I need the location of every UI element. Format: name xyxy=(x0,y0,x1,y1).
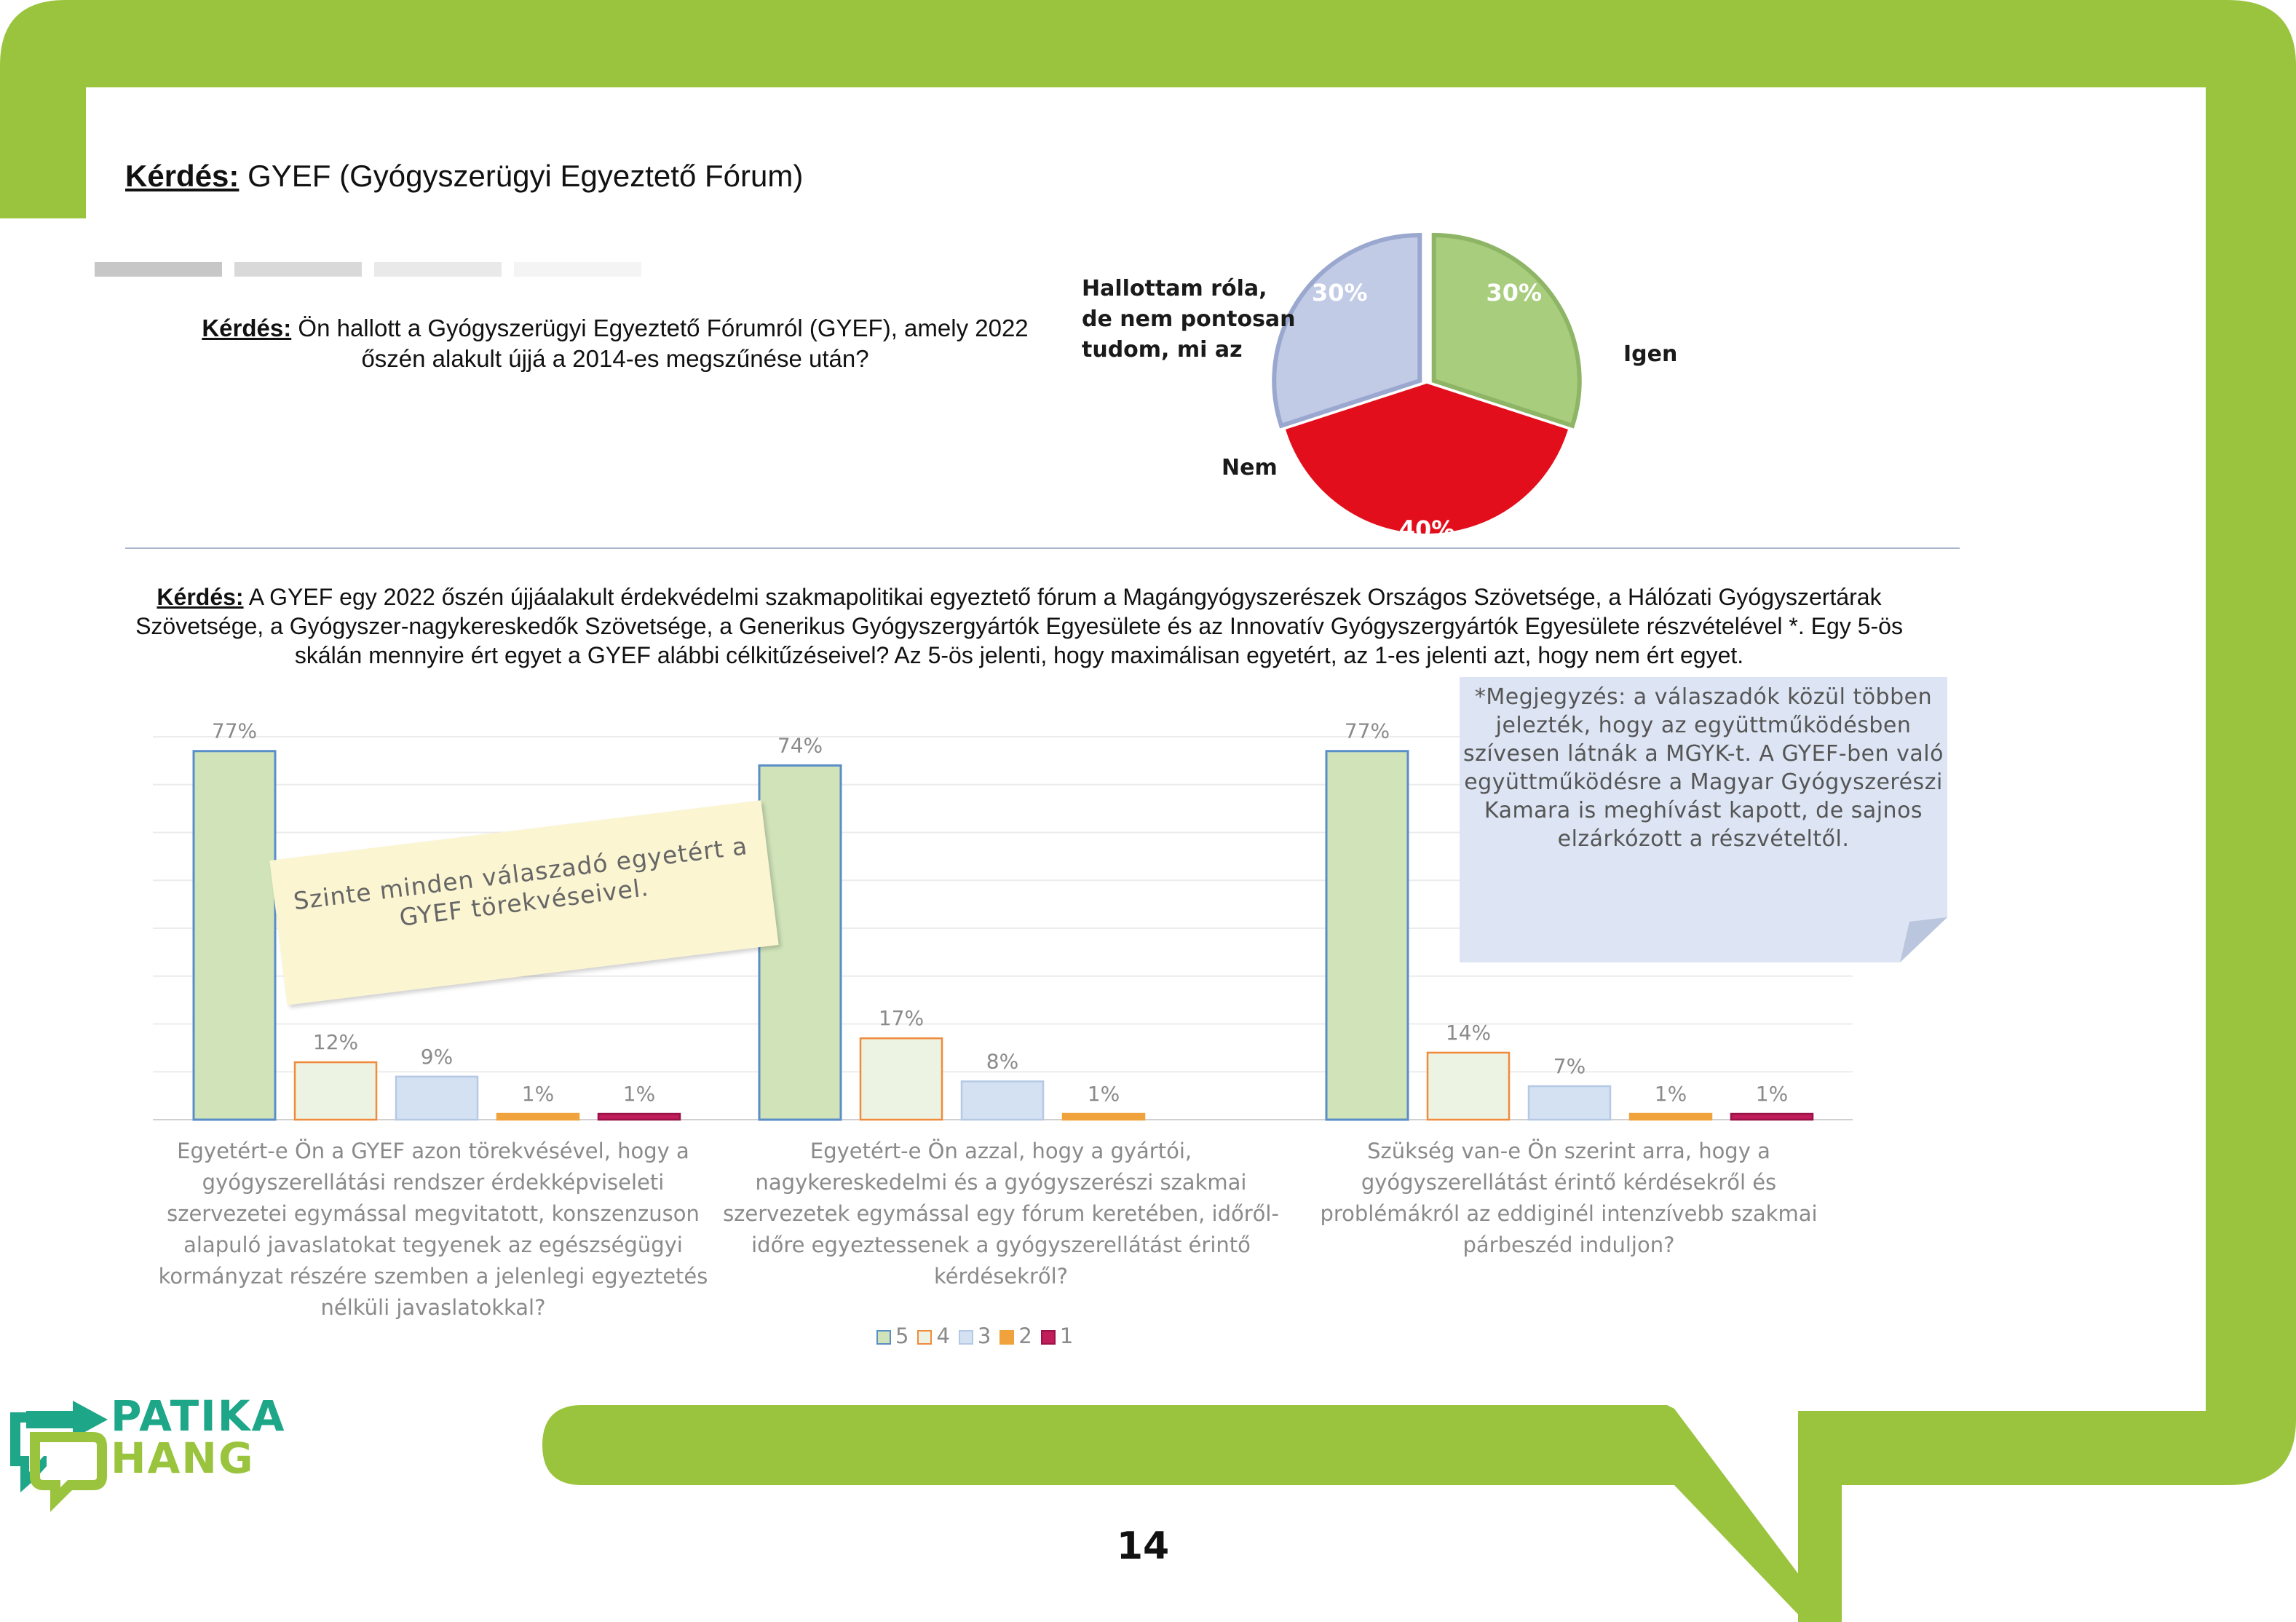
question-2-label: Kérdés: xyxy=(157,584,244,610)
pie-label-hallottam: Hallottam róla, de nem pontosan tudom, mi az xyxy=(1082,276,1296,363)
pie-slice-label-3: 30% xyxy=(1311,279,1368,307)
patikahang-logo xyxy=(111,1391,286,1483)
bar-label-2-series-5: 74% xyxy=(777,733,823,758)
question-1-label: Kérdés: xyxy=(202,314,292,341)
legend-item-1 xyxy=(1041,1324,1073,1348)
bar-label-3-series-1: 1% xyxy=(1755,1082,1789,1106)
legend-swatch-3 xyxy=(959,1330,973,1345)
patikahang-logo-icon xyxy=(0,1390,116,1514)
bar-label-1-series-4: 12% xyxy=(312,1030,359,1055)
legend-label-3: 3 xyxy=(977,1324,991,1348)
bar-2-series-3 xyxy=(962,1081,1043,1120)
legend-item-5 xyxy=(876,1324,908,1348)
bar-label-1-series-5: 77% xyxy=(211,719,258,743)
pie-slice-label-2: 40% xyxy=(1398,515,1455,543)
legend-label-2: 2 xyxy=(1018,1324,1032,1348)
x-category-label-2: Egyetért-e Ön azzal, hogy a gyártói, nagykereskedelmi és a gyógyszerészi szakmai szervezetek egymással egy fórum keretében, időről-időre egyeztessenek a gyógyszerellátást érintő kérdésekről? xyxy=(723,1139,1279,1289)
pie-label-nem: Nem xyxy=(1222,455,1278,480)
question-2-text: A GYEF egy 2022 őszén újjáalakult érdekvédelmi szakmapolitikai egyeztető fórum a Magángyógyszerészek Országos Szövetsége, a Hálózati Gyógyszertárak Szövetsége, a Gyógyszer-nagykereskedők Szövetsége, a Generikus Gyógyszergyártók Egyesülete és az Innovatív Gyógyszergyártók Egyesülete részvételével *. Egy 5-ös skálán mennyire ért egyet a GYEF alábbi célkitűzéseivel? Az 5-ös jelenti, hogy maximálisan egyetért, az 1-es jelenti azt, hogy nem ért egyet. xyxy=(135,584,1903,668)
chart-legend xyxy=(876,1324,1082,1348)
sticky-note-text: Szinte minden válaszadó egyetért a GYEF törekvéseivel. xyxy=(292,831,750,932)
bar-3-series-2 xyxy=(1630,1114,1711,1120)
bar-2-series-4 xyxy=(860,1038,942,1120)
question-1-text: Ön hallott a Gyógyszerügyi Egyeztető Fórumról (GYEF), amely 2022 őszén alakult újjá a 2014-es megszűnése után? xyxy=(291,314,1029,372)
bar-2-series-2 xyxy=(1063,1114,1144,1120)
bar-label-1-series-3: 9% xyxy=(420,1044,454,1069)
title-kerdes-label: Kérdés: xyxy=(125,159,240,193)
legend-swatch-2 xyxy=(999,1330,1014,1345)
x-category-label-3: Szükség van-e Ön szerint arra, hogy a gyógyszerellátást érintő kérdésekről és problémákról az eddiginél intenzívebb szakmai párbeszéd induljon? xyxy=(1320,1139,1818,1257)
legend-item-3 xyxy=(959,1324,991,1348)
note-text: *Megjegyzés: a válaszadók közül többen jelezték, hogy az együttműködésben szívesen látnák a MGYK-t. A GYEF-ben való együttműködésre a Magyar Gyógyszerészi Kamara is meghívást kapott, de sajnos elzárkózott a részvételtől. xyxy=(1463,684,1944,852)
bar-label-3-series-2: 1% xyxy=(1654,1082,1687,1106)
bar-1-series-2 xyxy=(497,1114,579,1120)
legend-swatch-4 xyxy=(917,1330,932,1345)
logo-inner-bubble xyxy=(35,1437,102,1500)
bar-3-series-5 xyxy=(1326,751,1408,1120)
bar-label-2-series-2: 1% xyxy=(1087,1082,1120,1106)
bar-label-1-series-2: 1% xyxy=(521,1082,555,1106)
bar-1-series-5 xyxy=(194,751,275,1120)
legend-item-4 xyxy=(917,1324,949,1348)
bar-label-3-series-4: 14% xyxy=(1445,1020,1492,1045)
bar-1-series-4 xyxy=(295,1062,376,1120)
legend-label-4: 4 xyxy=(936,1324,950,1348)
legend-swatch-1 xyxy=(1041,1330,1056,1345)
bar-label-3-series-3: 7% xyxy=(1553,1053,1586,1078)
bar-1-series-3 xyxy=(396,1077,478,1120)
page-number: 14 xyxy=(1116,1524,1170,1568)
bar-1-series-1 xyxy=(598,1114,680,1120)
bar-3-series-3 xyxy=(1529,1086,1610,1120)
legend-label-5: 5 xyxy=(895,1324,909,1348)
legend-swatch-5 xyxy=(876,1330,891,1345)
legend-label-1: 1 xyxy=(1059,1324,1074,1348)
bar-3-series-4 xyxy=(1428,1053,1509,1120)
bar-3-series-1 xyxy=(1731,1114,1813,1120)
pie-slice-label-1: 30% xyxy=(1486,279,1543,307)
title-text: GYEF (Gyógyszerügyi Egyeztető Fórum) xyxy=(239,159,804,193)
x-category-label-1: Egyetért-e Ön a GYEF azon törekvésével, hogy a gyógyszerellátási rendszer érdekképviseleti szervezetei egymással megvitatott, konszenzuson alapuló javaslatokat tegyenek az egészségügyi kormányzat részére szemben a jelenlegi egyeztetés nélküli javaslatokkal? xyxy=(158,1139,708,1320)
logo-line-2: HANG xyxy=(111,1433,255,1483)
bar-label-2-series-4: 17% xyxy=(878,1006,925,1031)
pie-label-igen: Igen xyxy=(1623,341,1678,367)
legend-item-2 xyxy=(999,1324,1032,1348)
bar-label-3-series-5: 77% xyxy=(1344,719,1390,743)
logo-line-1: PATIKA xyxy=(111,1391,286,1441)
bar-label-2-series-3: 8% xyxy=(986,1049,1019,1074)
bar-label-1-series-1: 1% xyxy=(622,1082,656,1106)
